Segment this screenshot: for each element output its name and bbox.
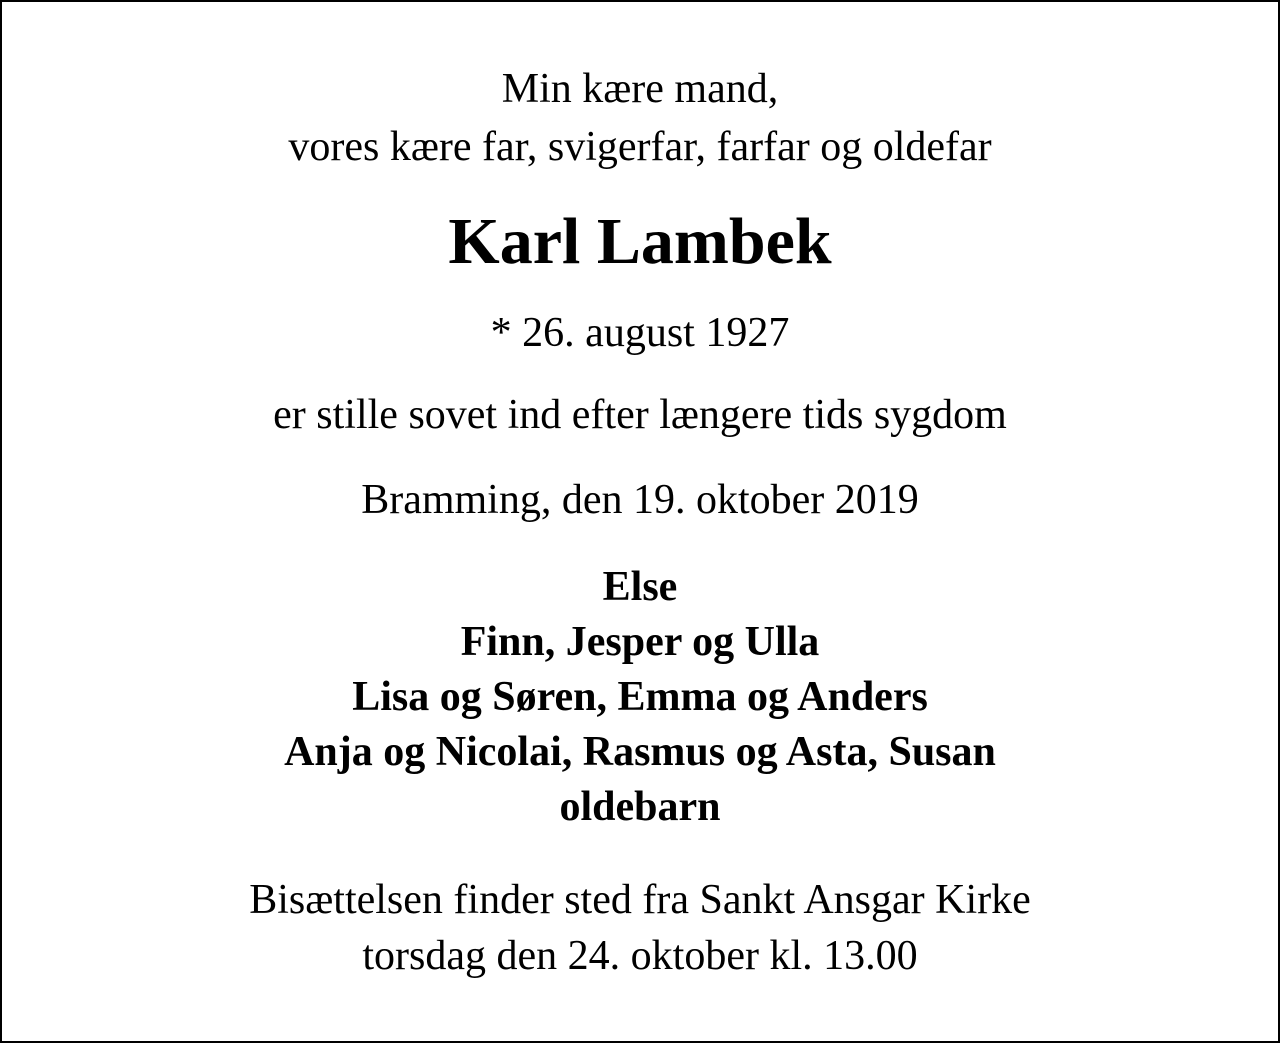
funeral-info [0,872,1280,984]
mourner-line: Anja og Nicolai, Rasmus og Asta, Susan [284,729,996,775]
mourner-line: oldebarn [559,784,721,830]
funeral-line: Bisættelsen finder sted fra Sankt Ansgar Kirke [249,877,1031,923]
mourner-line: Finn, Jesper og Ulla [460,619,820,665]
mourner-line: Lisa og Søren, Emma og Anders [352,674,928,720]
mourners-list [0,560,1280,835]
intro-line: vores kære far, svigerfar, farfar og oldefar [288,124,992,170]
intro-text [0,60,1280,176]
birth-date: * 26. august 1927 [490,310,790,356]
passing-message: er stille sovet ind efter længere tids sygdom [273,392,1007,438]
intro-line: Min kære mand, [501,66,779,112]
place-and-date: Bramming, den 19. oktober 2019 [361,477,919,523]
deceased-name: Karl Lambek [448,205,832,278]
funeral-line: torsdag den 24. oktober kl. 13.00 [362,933,918,979]
mourner-line: Else [602,564,678,610]
